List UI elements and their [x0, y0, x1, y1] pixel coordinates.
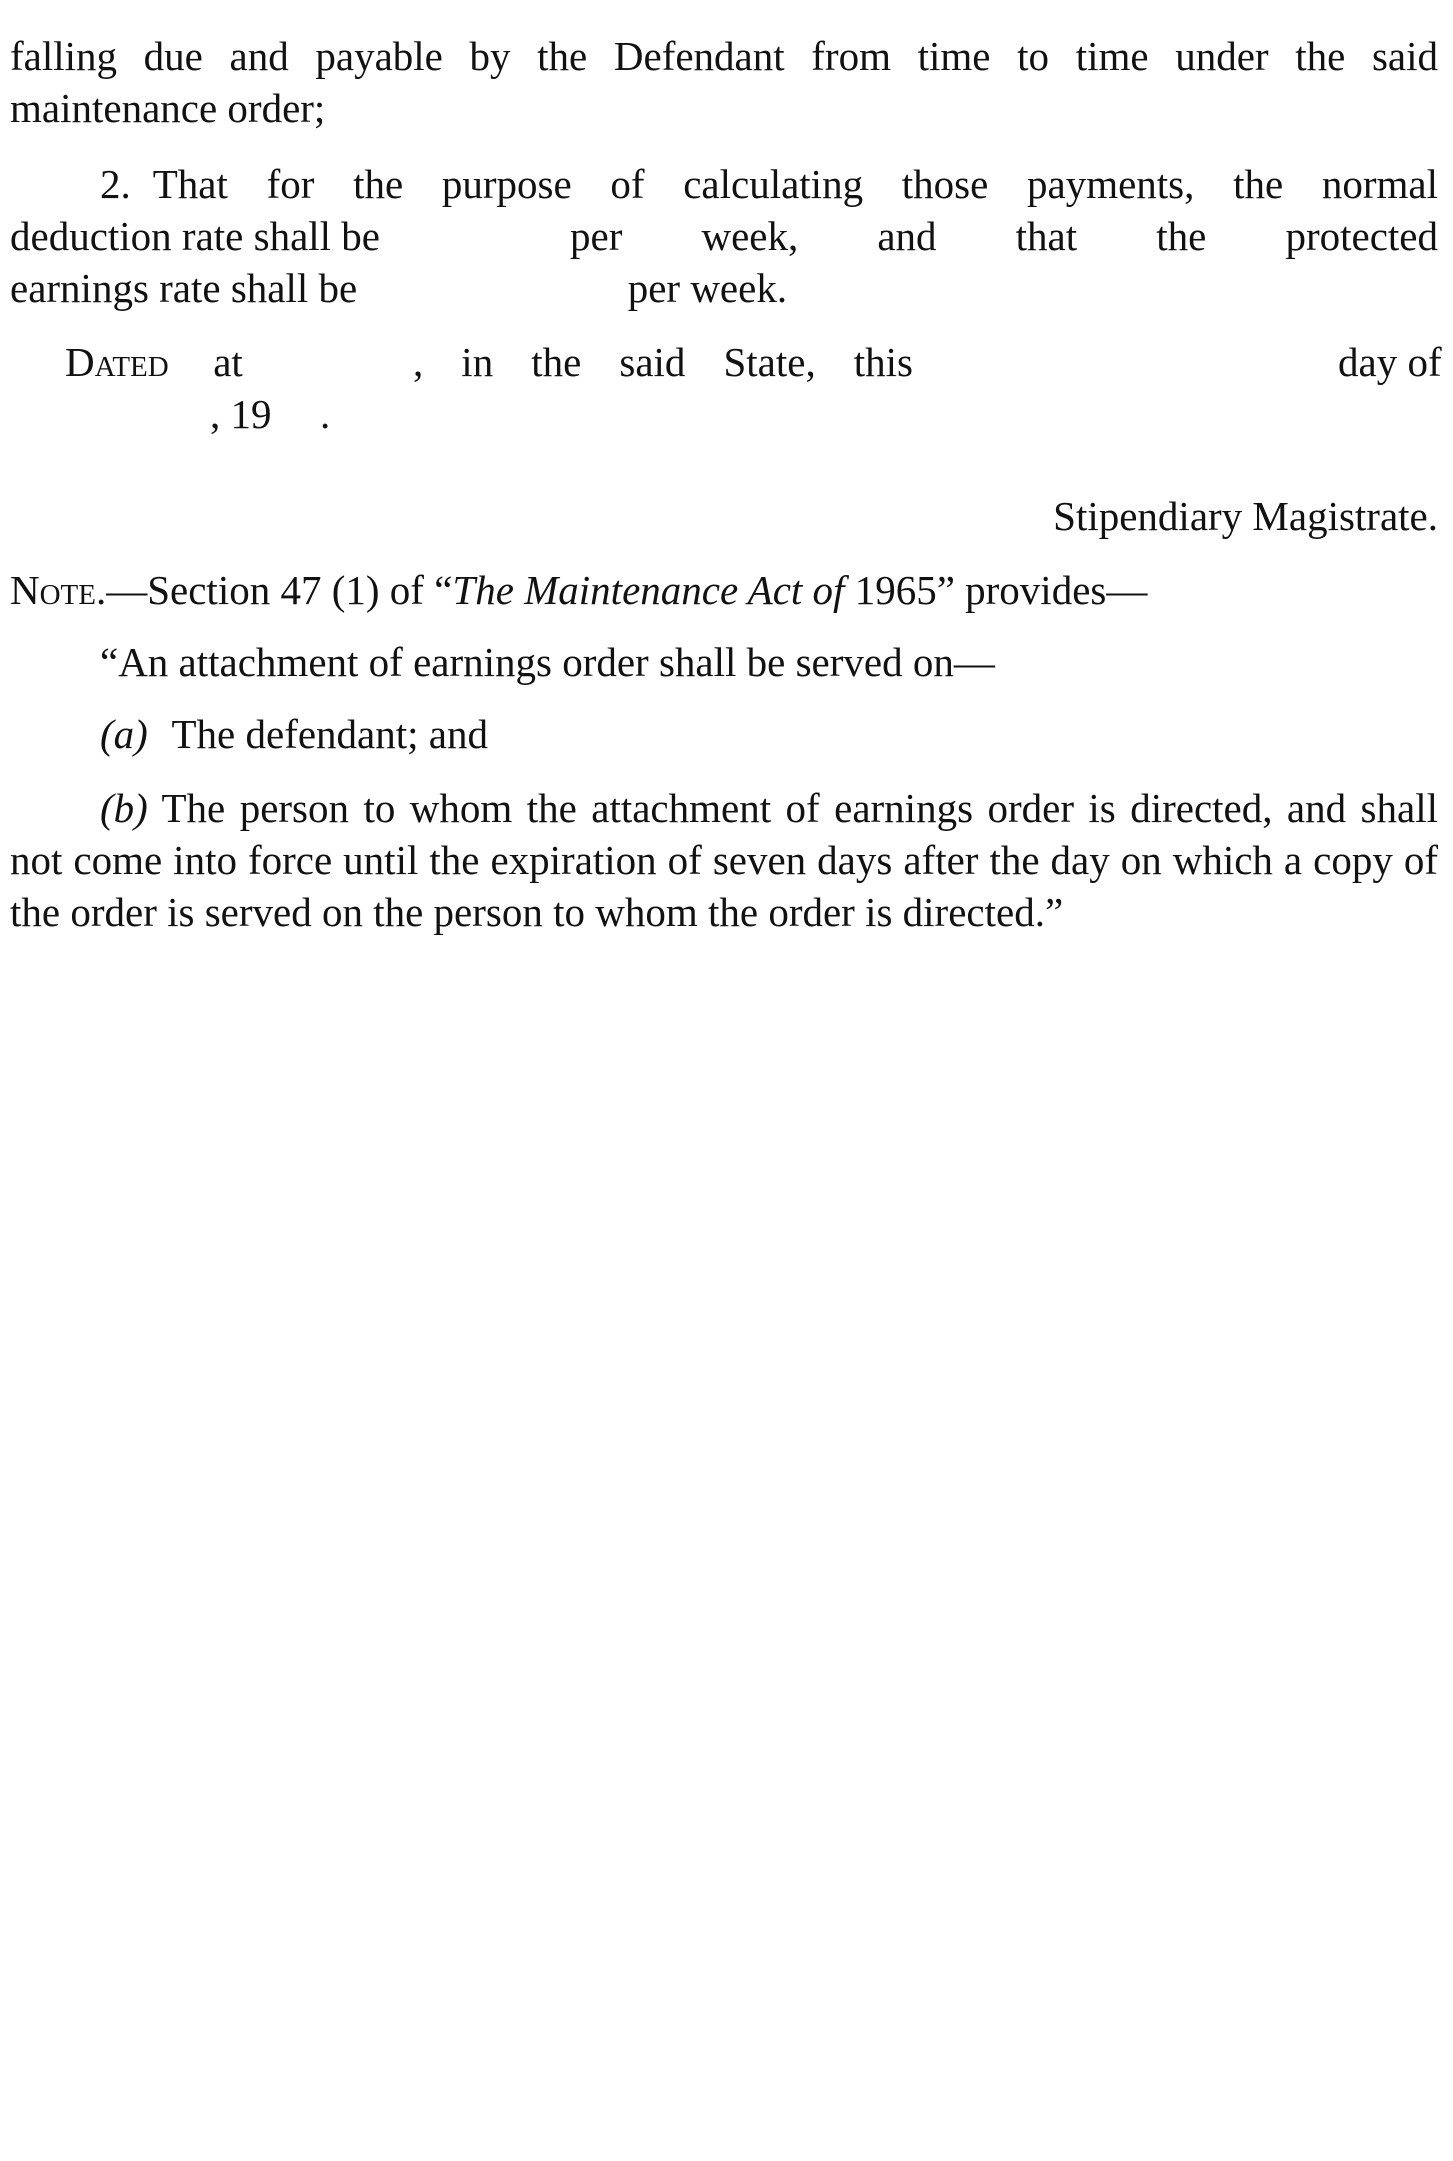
item-a-label: (a): [100, 711, 148, 757]
paragraph-2-number: 2.: [100, 161, 131, 207]
dated-year: , 19: [210, 391, 272, 437]
signature-line: Stipendiary Magistrate.: [1053, 493, 1438, 539]
act-close-quote: ”: [936, 567, 955, 613]
paragraph-2: [10, 158, 1438, 314]
paragraph-2-line-2: [10, 210, 1438, 262]
note-provides: provides—: [954, 567, 1148, 613]
dated-end: .: [320, 391, 331, 437]
paragraph-2-line-3: [10, 262, 1438, 314]
paragraph-continuation: falling due and payable by the Defendant from time to time under the said maintenance order;: [10, 33, 1438, 131]
deduction-rate-label: deduction rate shall be: [10, 213, 381, 259]
act-title: The Maintenance Act of: [452, 567, 845, 613]
act-open-quote: “: [434, 567, 453, 613]
dated-line-1: [65, 336, 1442, 388]
document-page: [10, 30, 1442, 938]
deduction-rate-suffix: per week, and that the protected: [570, 213, 1438, 259]
deduction-rate-blank: [380, 210, 570, 262]
quote-intro: “An attachment of earnings order shall be served on—: [100, 639, 995, 685]
dated-day-of: day of: [1338, 339, 1442, 385]
dated-keyword: Dated: [65, 339, 169, 385]
dated-at: at: [213, 339, 243, 385]
dated-place-blank: [270, 336, 413, 388]
dated-line-2: [65, 388, 1438, 440]
act-year: 1965: [844, 567, 937, 613]
paragraph-2-line-1: [10, 158, 1438, 210]
dated-clause: [10, 336, 1442, 440]
dated-middle-text: , in the said State, this: [413, 339, 913, 385]
protected-rate-suffix: per week.: [627, 265, 788, 311]
protected-rate-label: earnings rate shall be: [10, 265, 358, 311]
item-b-text: The person to whom the attachment of earnings order is directed, and shall not come into force until the expiration of seven days after the day on which a copy of the order is served on the person to whom the order is directed.”: [10, 785, 1438, 935]
item-a: [10, 708, 1438, 760]
note-label: Note.: [10, 567, 107, 613]
item-a-text: The defendant; and: [171, 711, 488, 757]
paragraph-2-line-1-text: That for the purpose of calculating those payments, the normal: [152, 161, 1438, 207]
note-dash-text: —Section 47 (1) of: [106, 567, 435, 613]
note-paragraph: [10, 564, 1438, 616]
item-b-label: (b): [100, 785, 148, 831]
item-b: [10, 782, 1438, 938]
